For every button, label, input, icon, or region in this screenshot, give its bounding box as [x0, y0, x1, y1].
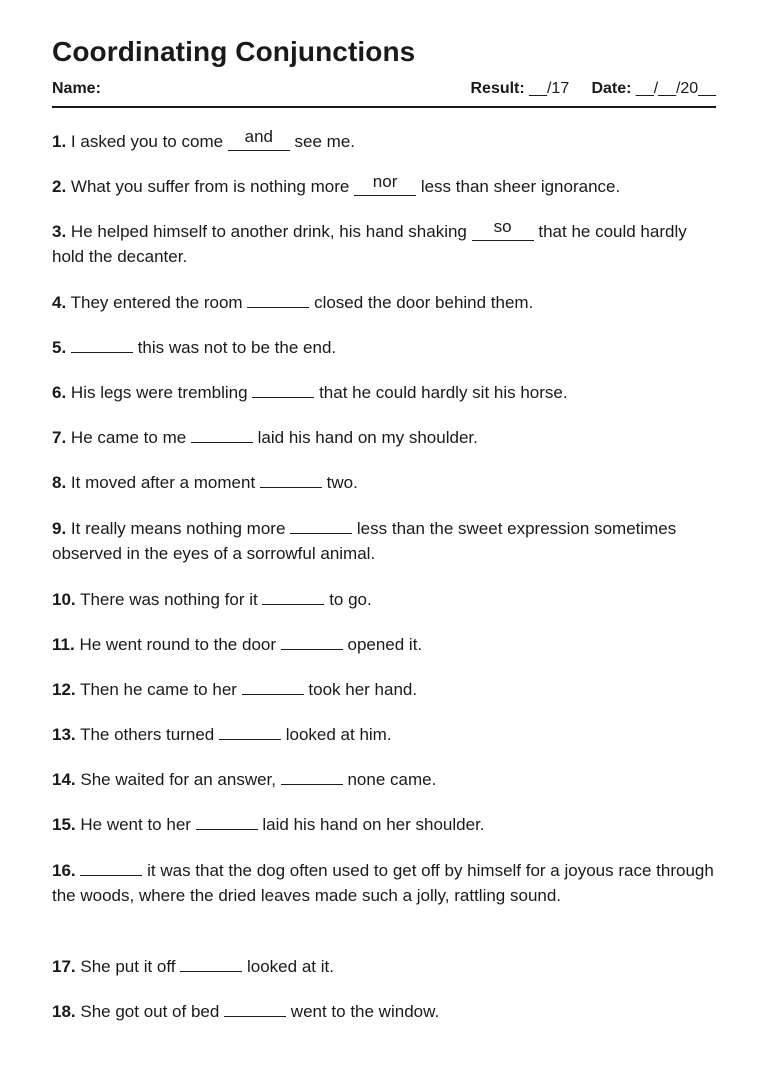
- question-number: 10.: [52, 590, 76, 609]
- answer-blank[interactable]: [196, 812, 258, 830]
- question-item: [52, 516, 716, 566]
- answer-blank[interactable]: [80, 858, 142, 876]
- question-text-after: less than the sweet expression sometimes observed in the eyes of a sorrowful animal.: [52, 519, 677, 563]
- question-text-before: He helped himself to another drink, his hand shaking: [70, 222, 467, 241]
- question-number: 1.: [52, 132, 67, 151]
- worksheet-header: [52, 80, 716, 100]
- question-text-before: His legs were trembling: [70, 383, 248, 402]
- question-item: [52, 129, 716, 154]
- question-item: [52, 858, 716, 908]
- header-divider: [52, 106, 716, 108]
- question-item: [52, 999, 716, 1024]
- question-number: 18.: [52, 1002, 76, 1021]
- question-text-before: There was nothing for it: [80, 590, 258, 609]
- question-number: 3.: [52, 222, 67, 241]
- question-item: [52, 290, 716, 315]
- page-title: Coordinating Conjunctions: [52, 36, 416, 67]
- question-text-after: looked at it.: [247, 957, 334, 976]
- answer-text: and: [244, 127, 273, 146]
- question-text-after: two.: [326, 473, 358, 492]
- question-text-before: I asked you to come: [70, 132, 224, 151]
- answer-blank[interactable]: [252, 380, 314, 398]
- question-text-after: see me.: [294, 132, 356, 151]
- question-text-before: Then he came to her: [80, 680, 237, 699]
- question-text-before: What you suffer from is nothing more: [70, 177, 350, 196]
- question-number: 15.: [52, 815, 76, 834]
- question-item: [52, 632, 716, 657]
- question-item: [52, 219, 716, 269]
- question-text-after: this was not to be the end.: [137, 338, 337, 357]
- question-text-after: to go.: [329, 590, 372, 609]
- question-text-after: less than sheer ignorance.: [420, 177, 621, 196]
- question-number: 14.: [52, 770, 76, 789]
- answer-blank[interactable]: [247, 290, 309, 308]
- answer-blank[interactable]: [71, 335, 133, 353]
- question-text-before: He went round to the door: [79, 635, 277, 654]
- question-text-after: went to the window.: [290, 1002, 440, 1021]
- answer-blank[interactable]: [472, 217, 534, 241]
- answer-blank[interactable]: [224, 999, 286, 1017]
- question-number: 4.: [52, 293, 67, 312]
- answer-blank[interactable]: [281, 767, 343, 785]
- result-label: Result:: [470, 80, 525, 97]
- question-item: [52, 470, 716, 495]
- question-text-before: She put it off: [80, 957, 176, 976]
- result-value: __/17: [529, 80, 570, 97]
- question-text-after: that he could hardly hold the decanter.: [52, 222, 687, 266]
- question-number: 2.: [52, 177, 67, 196]
- question-text-after: looked at him.: [285, 725, 392, 744]
- result-date-group: [470, 80, 716, 98]
- question-number: 13.: [52, 725, 76, 744]
- answer-blank[interactable]: [242, 677, 304, 695]
- question-text-after: laid his hand on her shoulder.: [262, 815, 485, 834]
- answer-blank[interactable]: [180, 954, 242, 972]
- answer-blank[interactable]: [262, 587, 324, 605]
- question-text-after: that he could hardly sit his horse.: [319, 383, 568, 402]
- answer-blank[interactable]: [228, 127, 290, 151]
- answer-blank[interactable]: [260, 470, 322, 488]
- question-text-before: It moved after a moment: [70, 473, 256, 492]
- question-text-before: They entered the room: [70, 293, 243, 312]
- date-value: __/__/20__: [635, 80, 716, 97]
- question-item: [52, 335, 716, 360]
- question-text-before: She waited for an answer,: [80, 770, 276, 789]
- question-item: [52, 587, 716, 612]
- question-item: [52, 425, 716, 450]
- question-text-before: It really means nothing more: [70, 519, 286, 538]
- question-number: 12.: [52, 680, 76, 699]
- date-label: Date:: [591, 80, 632, 97]
- question-number: 9.: [52, 519, 67, 538]
- answer-blank[interactable]: [281, 632, 343, 650]
- answer-text: nor: [372, 172, 398, 191]
- question-text-after: took her hand.: [308, 680, 418, 699]
- question-text-after: none came.: [347, 770, 437, 789]
- question-number: 6.: [52, 383, 67, 402]
- question-text-before: The others turned: [80, 725, 215, 744]
- answer-blank[interactable]: [290, 516, 352, 534]
- question-item: [52, 380, 716, 405]
- question-item: [52, 767, 716, 792]
- question-item: [52, 954, 716, 979]
- name-label: Name:: [52, 80, 101, 97]
- question-text-after: opened it.: [347, 635, 423, 654]
- question-number: 11.: [52, 635, 75, 654]
- answer-blank[interactable]: [354, 172, 416, 196]
- question-number: 16.: [52, 861, 76, 880]
- question-text-before: He went to her: [80, 815, 191, 834]
- question-number: 17.: [52, 957, 76, 976]
- question-item: [52, 812, 716, 837]
- question-text-before: He came to me: [70, 428, 187, 447]
- answer-blank[interactable]: [191, 425, 253, 443]
- question-item: [52, 677, 716, 702]
- question-item: [52, 174, 716, 199]
- question-text-after: closed the door behind them.: [314, 293, 534, 312]
- question-text-after: laid his hand on my shoulder.: [257, 428, 478, 447]
- answer-blank[interactable]: [219, 722, 281, 740]
- question-text-before: She got out of bed: [80, 1002, 220, 1021]
- question-number: 5.: [52, 338, 67, 357]
- answer-text: so: [493, 217, 512, 236]
- question-item: [52, 722, 716, 747]
- question-number: 8.: [52, 473, 67, 492]
- question-number: 7.: [52, 428, 67, 447]
- question-text-after: it was that the dog often used to get off by himself for a joyous race through the woods, where the dried leaves made such a jolly, rattling sound.: [52, 861, 714, 905]
